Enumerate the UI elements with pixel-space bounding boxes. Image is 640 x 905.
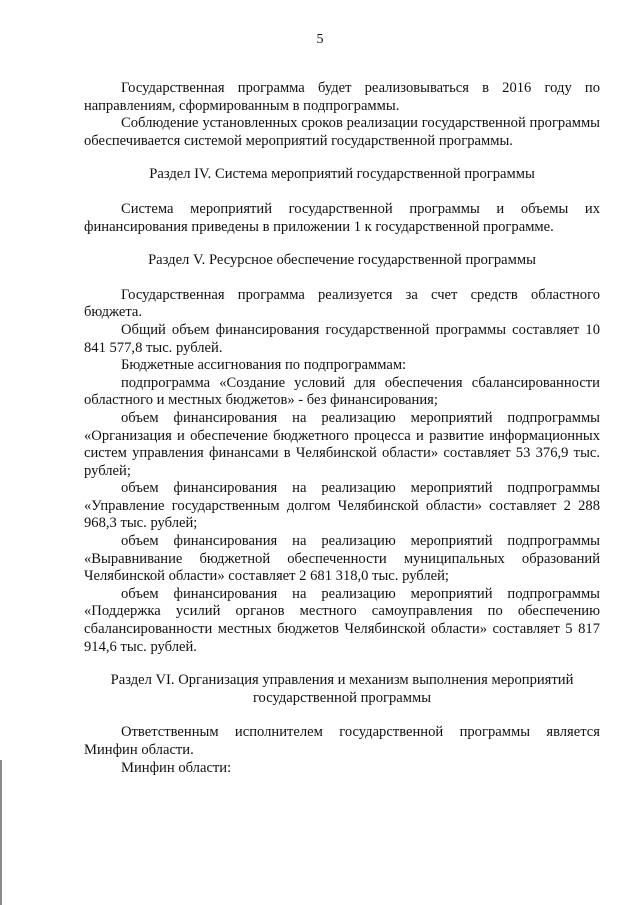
section-5-paragraph-7: объем финансирования на реализацию мероприятий подпрограммы «Выравнивание бюджетной обеспеченности муниципальных образований Челябинской области» составляет 2 681 318,0 тыс. рублей; xyxy=(84,533,600,585)
section-5-paragraph-6: объем финансирования на реализацию мероприятий подпрограммы «Управление государственным долгом Челябинской области» составляет 2 288 968,3 тыс. рублей; xyxy=(84,480,600,532)
section-5-paragraph-5: объем финансирования на реализацию мероприятий подпрограммы «Организация и обеспечение бюджетного процесса и развитие информационных систем управления финансами в Челябинской области» составляет 53 376,9 тыс. рублей; xyxy=(84,409,600,479)
page-number: 5 xyxy=(316,32,324,47)
section-6-heading-line-2: государственной программы xyxy=(252,689,432,706)
section-4-paragraph-1: Система мероприятий государственной программы и объемы их финансирования приведены в приложении 1 к государственной программе. xyxy=(84,200,600,235)
section-5-paragraph-4: подпрограмма «Создание условий для обеспечения сбалансированности областного и местных бюджетов» - без финансирования; xyxy=(84,374,600,409)
section-5-paragraph-1: Государственная программа реализуется за счет средств областного бюджета. xyxy=(84,286,600,321)
paragraph-intro-1: Государственная программа будет реализовываться в 2016 году по направлениям, сформированным в подпрограммы. xyxy=(84,80,600,114)
scan-edge-shadow xyxy=(0,760,2,905)
document-body xyxy=(84,80,600,777)
section-5-heading: Раздел V. Ресурсное обеспечение государственной программы xyxy=(148,252,536,269)
section-6-paragraph-2: Минфин области: xyxy=(121,759,232,776)
section-5-paragraph-8: объем финансирования на реализацию мероприятий подпрограммы «Поддержка усилий органов местного самоуправления по обеспечению сбалансированности местных бюджетов Челябинской области» составляет 5 817 914,6 тыс. рублей. xyxy=(84,585,600,655)
section-6-heading-line-1: Раздел VI. Организация управления и механизм выполнения мероприятий xyxy=(110,672,574,689)
section-4-heading: Раздел IV. Система мероприятий государственной программы xyxy=(149,166,535,183)
section-6-paragraph-1: Ответственным исполнителем государственной программы является Минфин области. xyxy=(84,724,600,758)
section-5-paragraph-3: Бюджетные ассигнования по подпрограммам: xyxy=(121,357,407,374)
section-5-paragraph-2: Общий объем финансирования государственной программы составляет 10 841 577,8 тыс. рублей. xyxy=(84,321,600,356)
paragraph-intro-2: Соблюдение установленных сроков реализации государственной программы обеспечивается системой мероприятий государственной программы. xyxy=(84,115,600,149)
